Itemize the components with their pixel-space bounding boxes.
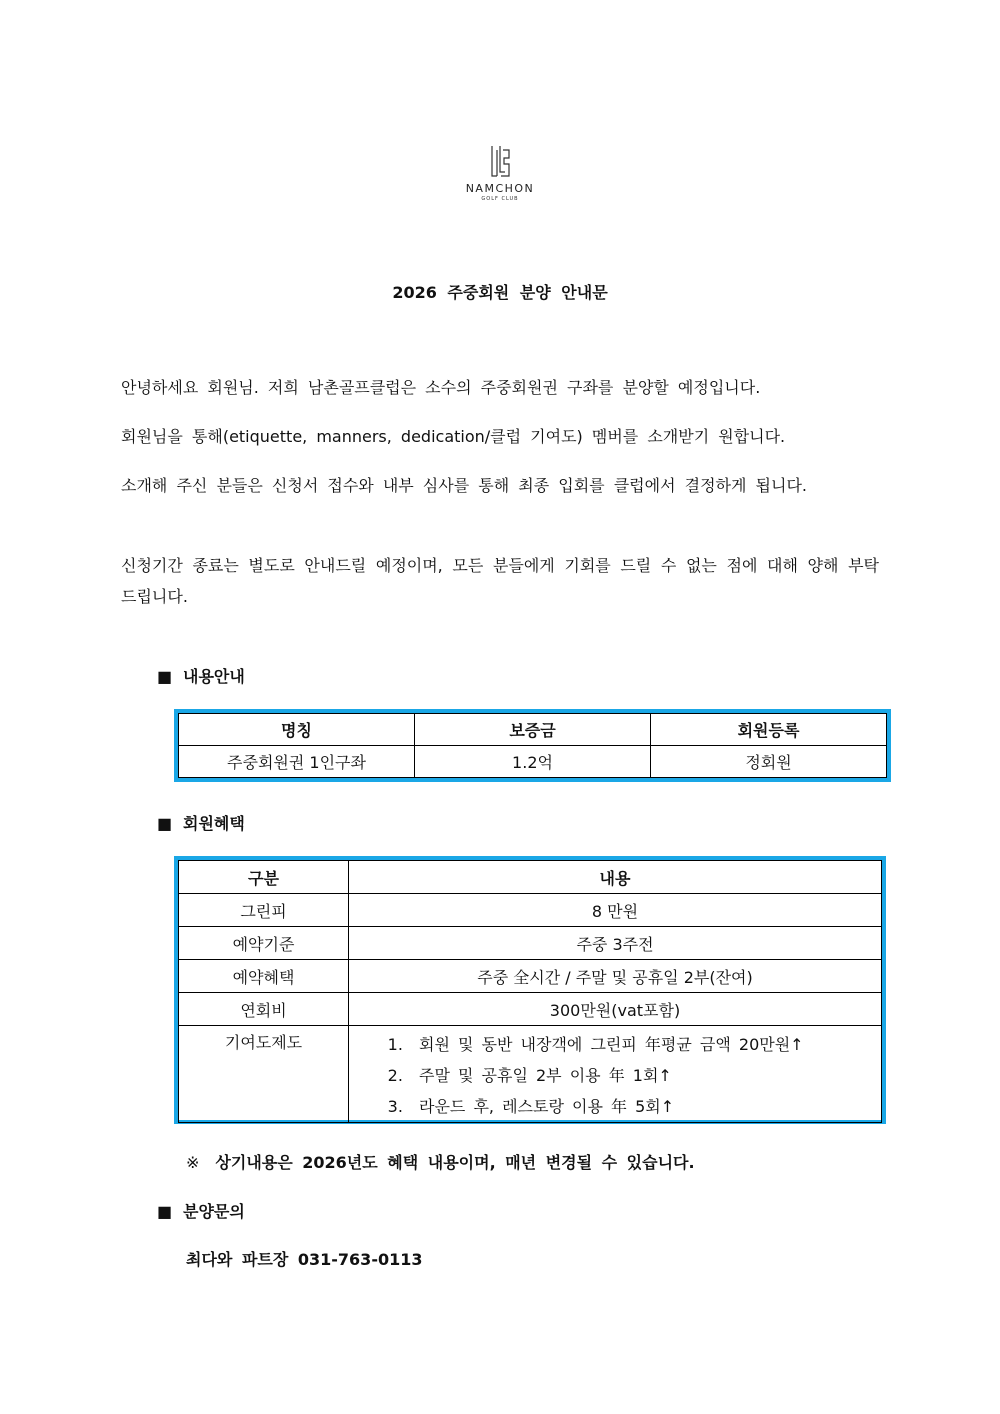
cell-contribution-label: 기여도제도: [179, 1026, 349, 1123]
header-category: 구분: [179, 861, 349, 894]
paragraph-referral: 회원님을 통해(etiquette, manners, dedication/클럽 기여도) 멤버를 소개받기 원합니다.: [121, 427, 786, 446]
logo-mark-icon: [489, 144, 511, 180]
contact-info: 최다와 파트장 031-763-0113: [186, 1250, 423, 1269]
cell-category: 그린피: [179, 894, 349, 927]
table-header-row: [179, 714, 887, 746]
table-row: [179, 927, 882, 960]
notice-note: [186, 1150, 695, 1173]
list-item: 3. 라운드 후, 레스토랑 이용 年 5회↑: [411, 1091, 881, 1122]
logo-brand: NAMCHON: [465, 182, 535, 195]
cell-details: 8 만원: [349, 894, 882, 927]
cell-details: 주중 全시간 / 주말 및 공휴일 2부(잔여): [349, 960, 882, 993]
header-registration: 회원등록: [651, 714, 887, 746]
bullet-square-icon: ■: [157, 1202, 173, 1221]
cell-contribution-items: [349, 1026, 882, 1123]
cell-category: 예약혜택: [179, 960, 349, 993]
table-row: [179, 1026, 882, 1123]
content-table: [174, 709, 891, 782]
section-inquiry-heading: [157, 1199, 245, 1222]
table-row: [179, 894, 882, 927]
table-row: [179, 746, 887, 778]
table-row: [179, 993, 882, 1026]
cell-deposit: 1.2억: [415, 746, 651, 778]
paragraph-greeting: 안녕하세요 회원님. 저희 남촌골프클럽은 소수의 주중회원권 구좌를 분양할 예정입니다.: [121, 378, 761, 397]
section-content-heading: [157, 664, 245, 687]
cell-details: 300만원(vat포함): [349, 993, 882, 1026]
header-deposit: 보증금: [415, 714, 651, 746]
header-name: 명칭: [179, 714, 415, 746]
notice-text: 상기내용은 2026년도 혜택 내용이며, 매년 변경될 수 있습니다.: [215, 1153, 695, 1172]
list-item: 2. 주말 및 공휴일 2부 이용 年 1회↑: [411, 1060, 881, 1091]
bullet-square-icon: ■: [157, 667, 173, 686]
section-benefits-label: 회원혜택: [183, 814, 245, 833]
cell-category: 연회비: [179, 993, 349, 1026]
logo-subtitle: GOLF CLUB: [481, 196, 519, 202]
cell-registration: 정회원: [651, 746, 887, 778]
cell-category: 예약기준: [179, 927, 349, 960]
table-header-row: [179, 861, 882, 894]
list-item: 1. 회원 및 동반 내장객에 그린피 年평균 금액 20만원↑: [411, 1029, 881, 1060]
section-inquiry-label: 분양문의: [183, 1202, 245, 1221]
paragraph-review: 소개해 주신 분들은 신청서 접수와 내부 심사를 통해 최종 입회를 클럽에서 결정하게 됩니다.: [121, 476, 807, 495]
section-content-label: 내용안내: [183, 667, 245, 686]
header-details: 내용: [349, 861, 882, 894]
document-title: 2026 주중회원 분양 안내문: [392, 283, 608, 302]
table-row: [179, 960, 882, 993]
namchon-logo: [455, 144, 545, 202]
bullet-square-icon: ■: [157, 814, 173, 833]
benefits-table: [174, 856, 886, 1124]
section-benefits-heading: [157, 811, 245, 834]
cell-details: 주중 3주전: [349, 927, 882, 960]
paragraph-period: 신청기간 종료는 별도로 안내드릴 예정이며, 모든 분들에게 기회를 드릴 수 없는 점에 대해 양해 부탁드립니다.: [121, 556, 879, 606]
reference-mark-icon: ※: [186, 1153, 200, 1172]
cell-name: 주중회원권 1인구좌: [179, 746, 415, 778]
